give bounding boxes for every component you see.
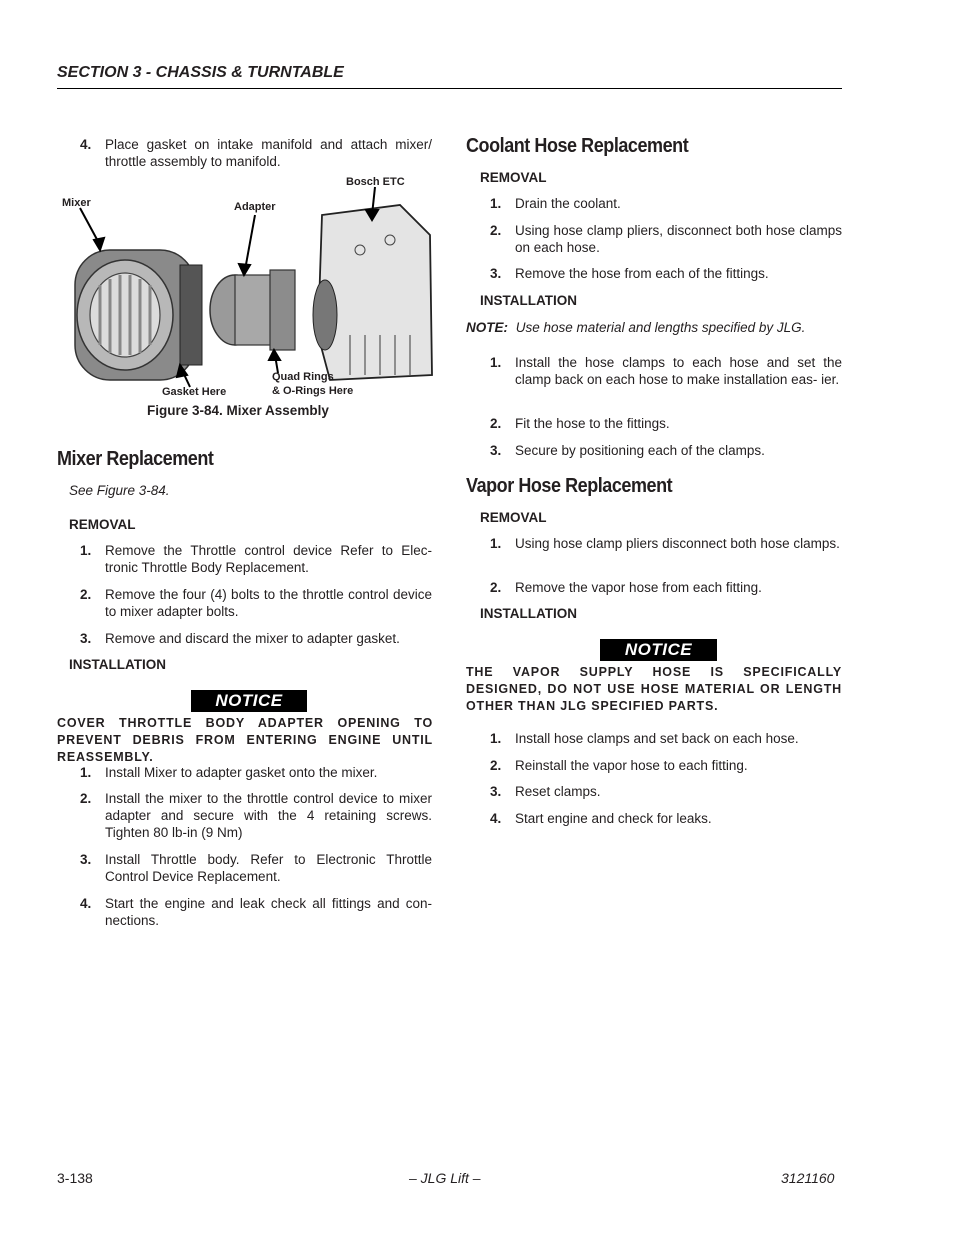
list-item [80,586,432,620]
step-number: 4. [80,137,92,152]
step-text: Install hose clamps and set back on each hose. [515,731,799,746]
notice-text: THE VAPOR SUPPLY HOSE IS SPECIFICALLY DESIGNED, DO NOT USE HOSE MATERIAL OR LENGTH OTHER THAN JLG SPECIFIED PARTS. [466,665,842,713]
step-number: 2. [490,580,502,595]
footer-center: – JLG Lift – [409,1170,481,1186]
label-bosch-etc: Bosch ETC [346,176,405,188]
coolant-removal-label: REMOVAL [480,170,547,185]
list-item [490,415,842,432]
step-number: 1. [80,543,92,558]
step-number: 3. [80,631,92,646]
coolant-installation-label: INSTALLATION [480,293,577,308]
step-number: 1. [490,536,502,551]
section-header: SECTION 3 - CHASSIS & TURNTABLE [57,64,842,89]
step-text: Remove the hose from each of the fittings. [515,266,769,281]
list-item [490,730,842,747]
list-item [490,535,842,552]
list-item [490,265,842,282]
step-text: Reinstall the vapor hose to each fitting. [515,758,748,773]
mixer-installation-label: INSTALLATION [69,657,166,672]
coolant-note [466,320,805,335]
notice-badge: NOTICE [191,690,307,712]
list-item [490,757,842,774]
label-o-rings-here: & O-Rings Here [272,385,354,397]
list-item [490,222,842,256]
label-quad-rings: Quad Rings [272,371,334,383]
vapor-removal-label: REMOVAL [480,510,547,525]
step-number: 2. [80,587,92,602]
list-item [80,790,432,841]
coolant-hose-title: Coolant Hose Replacement [466,135,689,157]
step-number: 2. [490,758,502,773]
list-item [80,895,432,929]
step-number: 3. [490,443,502,458]
intro-step [80,136,432,170]
list-item [490,442,842,459]
notice-badge: NOTICE [600,639,717,661]
step-number: 4. [490,811,502,826]
step-number: 1. [80,765,92,780]
step-text: Install Mixer to adapter gasket onto the mixer. [105,765,378,780]
page-number: 3-138 [57,1170,93,1186]
step-text: Using hose clamp pliers, disconnect both hose clamps on each hose. [515,223,842,255]
step-text: Fit the hose to the fittings. [515,416,670,431]
list-item [490,195,842,212]
list-item [490,354,842,388]
step-text: Start engine and check for leaks. [515,811,712,826]
list-item [490,783,842,800]
mixer-assembly-figure [60,175,440,400]
note-text: Use hose material and lengths specified by JLG. [515,320,806,335]
step-text: Reset clamps. [515,784,601,799]
list-item [80,630,432,647]
step-number: 1. [490,731,502,746]
step-number: 4. [80,896,92,911]
step-text: Remove and discard the mixer to adapter gasket. [105,631,400,646]
list-item [490,810,842,827]
figure-caption: Figure 3-84. Mixer Assembly [147,403,329,418]
step-number: 2. [490,223,502,238]
step-text: Start the engine and leak check all fittings and con- nections. [105,896,432,928]
step-number: 3. [80,852,92,867]
step-number: 3. [490,784,502,799]
mixer-removal-label: REMOVAL [69,517,136,532]
step-text: Remove the Throttle control device Refer to Elec- tronic Throttle Body Replacement. [105,543,432,575]
list-item [80,764,432,781]
step-text: Secure by positioning each of the clamps. [515,443,765,458]
step-number: 2. [80,791,92,806]
label-mixer: Mixer [62,197,91,209]
list-item [80,542,432,576]
see-figure-ref: See Figure 3-84. [69,483,170,498]
step-text: Install Throttle body. Refer to Electronic Throttle Control Device Replacement. [105,852,432,884]
label-gasket-here: Gasket Here [162,386,227,398]
vapor-hose-title: Vapor Hose Replacement [466,475,673,497]
step-text: Place gasket on intake manifold and attach mixer/ throttle assembly to manifold. [105,137,432,169]
step-text: Remove the four (4) bolts to the throttle control device to mixer adapter bolts. [105,587,432,619]
vapor-installation-label: INSTALLATION [480,606,577,621]
step-number: 1. [490,196,502,211]
step-number: 2. [490,416,502,431]
step-text: Install the mixer to the throttle control device to mixer adapter and secure with the 4 retaining screws. Tighten 80 lb-in (9 Nm) [105,791,432,840]
step-number: 3. [490,266,502,281]
list-item [490,579,842,596]
step-text: Install the hose clamps to each hose and set the clamp back on each hose to make installation eas- ier. [515,355,842,387]
mixer-replacement-title: Mixer Replacement [57,448,214,470]
step-text: Remove the vapor hose from each fitting. [515,580,762,595]
step-number: 1. [490,355,502,370]
notice-text: COVER THROTTLE BODY ADAPTER OPENING TO PREVENT DEBRIS FROM ENTERING ENGINE UNTIL REASSEMBLY. [57,716,433,764]
note-label: NOTE: [466,320,508,335]
label-adapter: Adapter [234,201,276,213]
document-number: 3121160 [781,1170,835,1186]
step-text: Drain the coolant. [515,196,621,211]
step-text: Using hose clamp pliers disconnect both hose clamps. [515,536,840,551]
list-item [80,851,432,885]
